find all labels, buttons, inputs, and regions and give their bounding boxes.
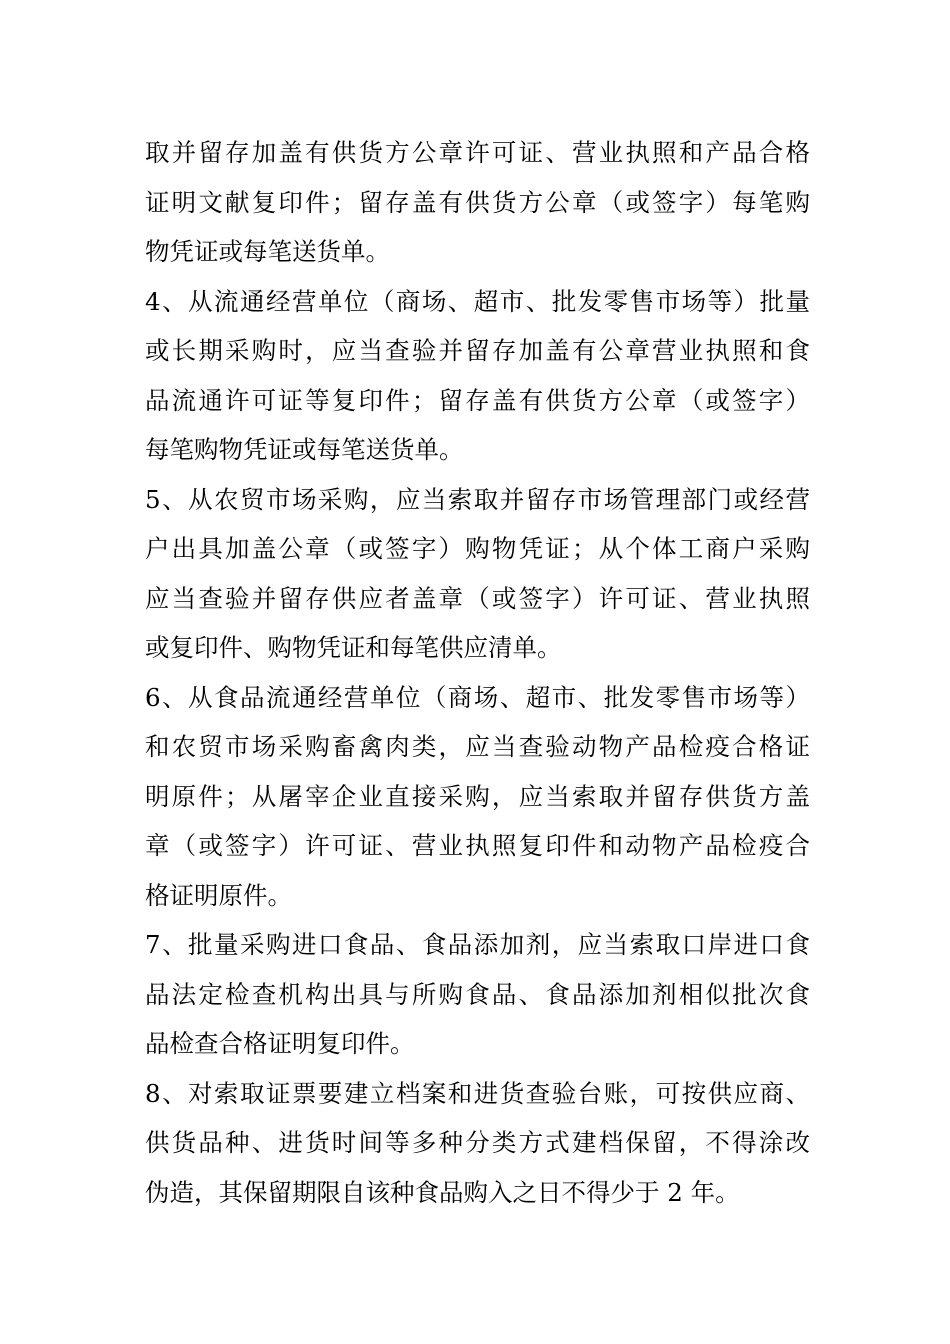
- text-line: 明原件；从屠宰企业直接采购，应当索取并留存供货方盖: [145, 781, 810, 811]
- paragraph-item-5: [145, 475, 810, 673]
- text-line: 应当查验并留存供应者盖章（或签字）许可证、营业执照: [145, 583, 810, 613]
- paragraph-item-8: [145, 1069, 810, 1218]
- text-line: 6、从食品流通经营单位（商场、超市、批发零售市场等）: [145, 682, 810, 712]
- paragraph-item-6: [145, 673, 810, 921]
- text-line: 或长期采购时，应当查验并留存加盖有公章营业执照和食: [145, 336, 810, 365]
- text-line: 7、批量采购进口食品、食品添加剂，应当索取口岸进口食: [145, 930, 810, 959]
- text-line: 5、从农贸市场采购，应当索取并留存市场管理部门或经营: [145, 484, 810, 514]
- text-line: 供货品种、进货时间等多种分类方式建档保留，不得涂改: [145, 1128, 810, 1157]
- text-line: 品检查合格证明复印件。: [145, 1029, 415, 1058]
- text-line: 品法定检查机构出具与所购食品、食品添加剂相似批次食: [145, 979, 810, 1009]
- paragraph-continuation: [145, 128, 810, 277]
- text-line: 和农贸市场采购畜禽肉类，应当查验动物产品检疫合格证: [145, 732, 810, 761]
- text-line: 伪造，其保留期限自该种食品购入之日不得少于 2 年。: [145, 1177, 740, 1207]
- text-line: 格证明原件。: [145, 880, 292, 910]
- paragraph-item-7: [145, 920, 810, 1069]
- document-body: [145, 128, 810, 1217]
- text-line: 或复印件、购物凭证和每笔供应清单。: [145, 633, 562, 662]
- text-line: 证明文献复印件；留存盖有供货方公章（或签字）每笔购: [145, 187, 810, 217]
- text-line: 取并留存加盖有供货方公章许可证、营业执照和产品合格: [145, 138, 810, 167]
- text-line: 8、对索取证票要建立档案和进货查验台账，可按供应商、: [145, 1078, 810, 1108]
- text-line: 品流通许可证等复印件；留存盖有供货方公章（或签字）: [145, 385, 810, 415]
- paragraph-item-4: [145, 277, 810, 475]
- text-line: 章（或签字）许可证、营业执照复印件和动物产品检疫合: [145, 831, 810, 860]
- text-line: 户出具加盖公章（或签字）购物凭证；从个体工商户采购: [145, 534, 810, 563]
- text-line: 4、从流通经营单位（商场、超市、批发零售市场等）批量: [145, 286, 810, 316]
- text-line: 每笔购物凭证或每笔送货单。: [145, 435, 464, 464]
- text-line: 物凭证或每笔送货单。: [145, 237, 390, 266]
